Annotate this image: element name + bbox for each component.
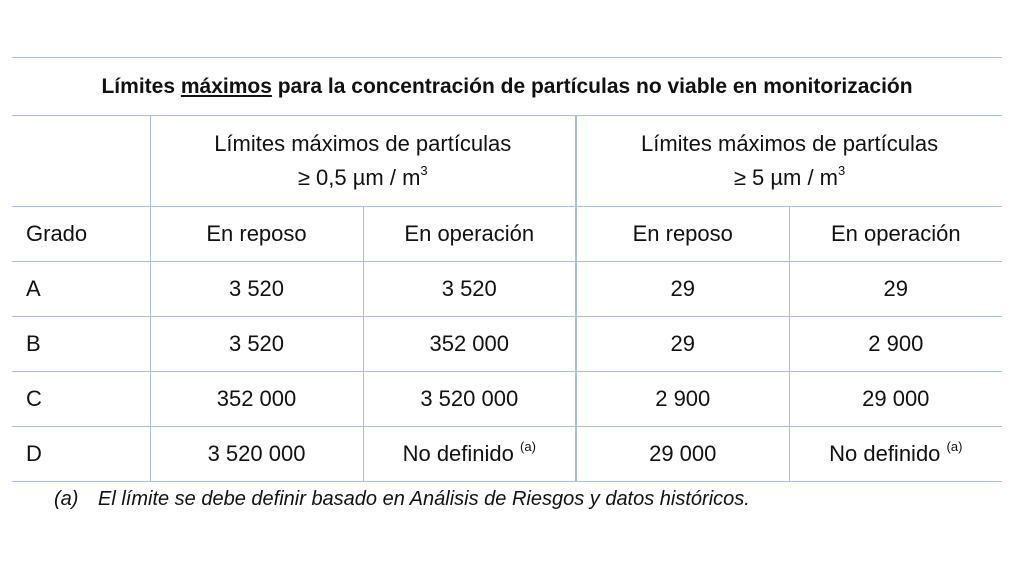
grade-cell: B [12, 317, 150, 372]
value-cell: 29 [789, 262, 1002, 317]
value-cell: 29 000 [576, 427, 789, 482]
column-header-at-rest-2: En reposo [576, 207, 789, 262]
value-cell: 3 520 000 [363, 372, 576, 427]
value-cell: 2 900 [576, 372, 789, 427]
table-title-row [12, 58, 1002, 116]
footnote-reference: (a) [946, 439, 963, 454]
value-cell: 3 520 [363, 262, 576, 317]
group-header-0-5-um: Límites máximos de partículas ≥ 0,5 µm / $m^3$ [150, 116, 576, 207]
column-header-at-rest-1: En reposo [150, 207, 363, 262]
table-row [12, 262, 1002, 317]
empty-header-cell [12, 116, 150, 207]
value-cell: 3 520 000 [150, 427, 363, 482]
value-cell: 29 [576, 262, 789, 317]
value-cell: 29 [576, 317, 789, 372]
grade-cell: C [12, 372, 150, 427]
value-cell: 3 520 [150, 262, 363, 317]
group-header-5-um: Límites máximos de partículas ≥ 5 µm / $m^3$ [576, 116, 1002, 207]
value-cell: 3 520 [150, 317, 363, 372]
footnote-text: El límite se debe definir basado en Análisis de Riesgos y datos históricos. [98, 488, 750, 510]
table-title: Límites máximos para la concentración de partículas no viable en monitorización [12, 58, 1002, 116]
table-row [12, 317, 1002, 372]
footnote-reference: (a) [520, 439, 536, 454]
particle-limits-table [12, 57, 1002, 482]
value-cell: No definido $^{(a)}$ [363, 427, 576, 482]
table-row [12, 372, 1002, 427]
particle-limits-document [12, 57, 1002, 511]
value-cell: 2 900 [789, 317, 1002, 372]
table-row [12, 427, 1002, 482]
value-cell: 352 000 [363, 317, 576, 372]
grade-cell: D [12, 427, 150, 482]
particle-size-header-row [12, 116, 1002, 207]
value-cell: 352 000 [150, 372, 363, 427]
column-header-row [12, 207, 1002, 262]
title-emphasis: máximos [180, 74, 272, 98]
value-cell: 29 000 [789, 372, 1002, 427]
footnote [12, 488, 1002, 511]
value-cell: No definido $^{(a)}$ [789, 427, 1002, 482]
column-header-grade: Grado [12, 207, 150, 262]
column-header-in-operation-2: En operación [789, 207, 1002, 262]
column-header-in-operation-1: En operación [363, 207, 576, 262]
footnote-marker: (a) [54, 488, 79, 510]
grade-cell: A [12, 262, 150, 317]
